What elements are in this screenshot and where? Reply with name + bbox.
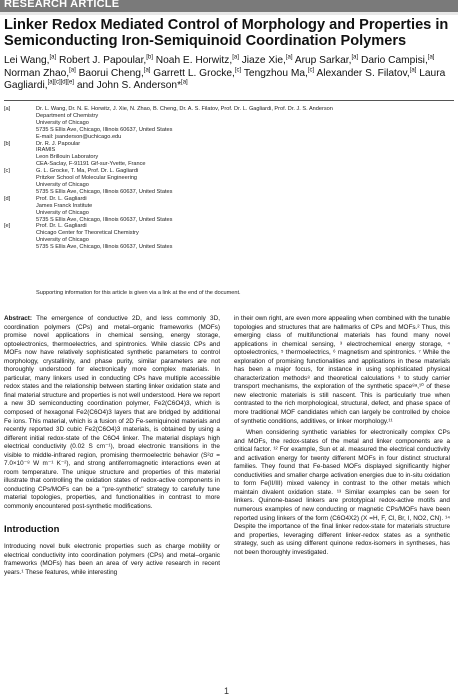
affiliation-line: 5735 S Ellis Ave, Chicago, Illinois 60637, United States bbox=[36, 216, 173, 223]
body-paragraph: When considering synthetic variables for electronically complex CPs and MOFs, the redox-states of the metal and linker components are a critical factor. ¹² For example, Sun et al. measured the electrical conductivity and activation energy for twenty different MOFs in four distinct structural families. They found that Fe-based MOFs displayed significantly higher conductivities and smaller charge activation energies due to in-situ oxidation to form Fe(II/III) mixed valency in contrast to the other metals which maintain divalent oxidation state. ¹³ Similar examples can be seen for linkers. Quinone-based linkers are prototypical redox-active motifs and numerous examples of new conducting or magnetic CPs/MOFs have been reported using linkers of the form (C6O4X2) (X =H, F, Cl, Br, I, NO2, CN). ¹⁴ Despite the importance of the final linker redox-state for materials structure and properties, leveraging different linker-redox states as a synthetic strategy, such as using different quinone redox-isomers in syntheses, has not been thoroughly investigated. bbox=[234, 429, 450, 556]
affiliation-entry bbox=[4, 223, 444, 251]
affiliation-line: Dr. L. Wang, Dr. N. E. Horwitz, J. Xie, N. Zhao, B. Cheng, Dr. A. S. Filatov, Prof. Dr. L. Gagliardi, Prof. Dr. J. S. Anderson bbox=[36, 106, 333, 112]
author-name: Arup Sarkar, bbox=[294, 55, 352, 66]
author-name: Garrett L. Grocke, bbox=[153, 67, 235, 79]
affiliation-line: Dr. R. J. Papoular bbox=[36, 140, 81, 147]
affiliation-tag: [c] bbox=[4, 168, 10, 175]
body-paragraph: in their own right, are even more appealing when combined with the tunable topologies and structures that are hallmarks of CPs and MOFs.² Thus, this emerging class of multifunctional materials has found many novel applications in chemical sensing, ³ electrochemical energy storage, ⁴ optoelectronics, ⁵ thermoelectrics, ⁶ magnetism and spintronics. ⁷ While the exploration of promising functionalities and applications in these materials has been a major focus, for instance in using sophisticated physical characterization methods⁸ and theoretical calculations ⁹ to study carrier transport mechanisms, the exploration of the synthetic space⁸ᵃ,¹⁰ of these new electronic materials is still nascent. This is particularly true when contrasted to the rich morphological, structural, defect, and phase space of more traditional MOF candidates which can largely be controlled by choice of synthetic conditions, additives, or linker morphology.¹¹ bbox=[234, 315, 450, 425]
author-affiliation-mark: [b] bbox=[146, 54, 153, 61]
affiliation-line: Chicago Center for Theoretical Chemistry bbox=[36, 230, 139, 237]
article-type-banner bbox=[0, 0, 458, 12]
affiliation-tag: [b] bbox=[4, 140, 11, 147]
supporting-info-note: Supporting information for this article is given via a link at the end of the document. bbox=[36, 290, 241, 296]
affiliation-line: Department of Chemistry bbox=[36, 112, 99, 119]
page-number: 1 bbox=[224, 686, 230, 696]
author-name: Baorui Cheng, bbox=[78, 67, 144, 79]
affiliation-line: Pritzker School of Molecular Engineering bbox=[36, 175, 138, 182]
author-name: Jiaze Xie, bbox=[241, 55, 286, 66]
header-rule bbox=[0, 12, 458, 15]
introduction-heading: Introduction bbox=[4, 523, 60, 535]
article-type-label: RESEARCH ARTICLE bbox=[4, 0, 120, 10]
abstract bbox=[4, 315, 220, 512]
affiliation-line: Prof. Dr. L. Gagliardi bbox=[36, 195, 87, 202]
affiliation-entry bbox=[4, 141, 444, 169]
author-affiliation-mark: [c] bbox=[307, 67, 315, 74]
affiliation-line: IRAMIS bbox=[36, 147, 56, 154]
left-column bbox=[4, 315, 220, 577]
abstract-text: The emergence of conductive 2D, and less commonly 3D, coordination polymers (CPs) and metal–organic frameworks (MOFs) promise novel applications in chemical sensing, energy storage, optoelectronics, thermoelectrics, and spintronics. While classic CPs and MOFs now have relatively sophisticated synthetic parameters to control morphology, crystallinity, and phase purity, similar parameters are not thoroughly understood for electronically more complex materials. In particular, many linkers used in conducting CPs have multiple accessible redox states and the relationship between starting linker oxidation state and final material structure and properties is not well understood. Here we report a new 3D semiconducting coordination polymer, Fe2(C6O4)3, which is composed of hexagonal Fe2(C6O4)3 layers that are bridged by additional Fe ions. This material, which is a fusion of 2D Fe-semiquinoid materials and recently reported 3D cubic Fe2(C6O4)3 materials, is obtained by using a different initial redox-state of the C6O4 linker. The material displays high electrical conductivity (0.02 S cm⁻¹), broad electronic transitions in the visible to middle-infrared region, promising thermoelectric behavior (S²σ = 7.0×10⁻⁸ W m⁻¹ K⁻²), and strong antiferromagnetic interactions even at room temperature. The unique structure and properties of this material illustrate that controlling the oxidation states of redox-active components in conducting CPs/MOFs can be a "pre-synthetic" strategy to carefully tune material topologies, properties, and functionalities in contrast to more commonly encountered post-synthetic modifications. bbox=[4, 315, 220, 511]
author-name: Noah E. Horwitz, bbox=[155, 55, 233, 66]
affiliation-line: 5735 S Ellis Ave, Chicago, Illinois 60637, United States bbox=[36, 188, 173, 195]
affiliation-entry bbox=[4, 168, 444, 196]
right-column bbox=[234, 315, 450, 557]
author-name: Robert J. Papoular, bbox=[59, 55, 147, 66]
author-affiliation-mark: [a] bbox=[409, 67, 417, 74]
author-list bbox=[4, 55, 456, 93]
affiliation-line: 5735 S Ellis Ave, Chicago, Illinois 60637, United States bbox=[36, 244, 173, 251]
affiliation-line: 5735 S Ellis Ave, Chicago, Illinois 60637, United States bbox=[36, 126, 173, 133]
author-name: Tengzhou Ma, bbox=[243, 67, 308, 79]
author-name: Laura Gagliardi, bbox=[4, 67, 446, 91]
affiliation-line: University of Chicago bbox=[36, 209, 89, 216]
affiliation-line: Leon Brillouin Laboratory bbox=[36, 154, 99, 161]
affiliation-line: Prof. Dr. L. Gagliardi bbox=[36, 223, 87, 230]
affiliation-line: E-mail: jsanderson@uchicago.edu bbox=[36, 133, 122, 140]
affiliation-line: University of Chicago bbox=[36, 181, 89, 188]
affiliation-tag: [e] bbox=[4, 223, 11, 230]
affiliations bbox=[4, 106, 444, 251]
author-name: Dario Campisi, bbox=[360, 55, 428, 66]
article-title: Linker Redox Mediated Control of Morphology and Properties in Semiconducting Iron-Semiquinoid Coordination Polymers bbox=[4, 17, 449, 49]
title-divider bbox=[4, 100, 454, 101]
abstract-label: Abstract: bbox=[4, 315, 33, 322]
author-affiliation-mark: [a] bbox=[232, 54, 239, 61]
introduction-text: Introducing novel bulk electronic properties such as charge mobility or electrical conductivity into coordination polymers (CPs) and metal–organic frameworks (MOFs) has been an area of very active research in recent years.¹ These features, while interesting bbox=[4, 543, 220, 576]
author-affiliation-mark: [a] bbox=[181, 79, 188, 86]
affiliation-line: CEA-Saclay, F-91191 Gif-sur-Yvette, France bbox=[36, 161, 146, 168]
author-affiliation-mark: [a] bbox=[285, 54, 293, 61]
author-affiliation-mark: [c] bbox=[234, 67, 242, 74]
affiliation-entry bbox=[4, 106, 444, 141]
affiliation-line: James Franck Institute bbox=[36, 202, 93, 209]
affiliation-tag: [a] bbox=[4, 106, 11, 112]
affiliation-line: University of Chicago bbox=[36, 237, 89, 244]
author-name: and John S. Anderson* bbox=[76, 80, 182, 91]
affiliation-line: University of Chicago bbox=[36, 119, 89, 126]
affiliation-entry bbox=[4, 196, 444, 224]
affiliation-tag: [d] bbox=[4, 195, 11, 202]
author-affiliation-mark: [a] bbox=[143, 67, 151, 74]
affiliation-line: G. L. Grocke, T. Ma, Prof. Dr. L. Gagliardi bbox=[36, 168, 139, 175]
author-name: Alexander S. Filatov, bbox=[316, 67, 410, 79]
author-affiliation-mark: [a][c][d][e] bbox=[47, 79, 74, 86]
author-affiliation-mark: [a] bbox=[351, 54, 359, 61]
author-affiliation-mark: [a] bbox=[69, 67, 76, 74]
author-name: Norman Zhao, bbox=[4, 67, 70, 79]
author-affiliation-mark: [a] bbox=[49, 54, 57, 61]
author-name: Lei Wang, bbox=[4, 55, 50, 66]
author-affiliation-mark: [a] bbox=[427, 54, 435, 61]
